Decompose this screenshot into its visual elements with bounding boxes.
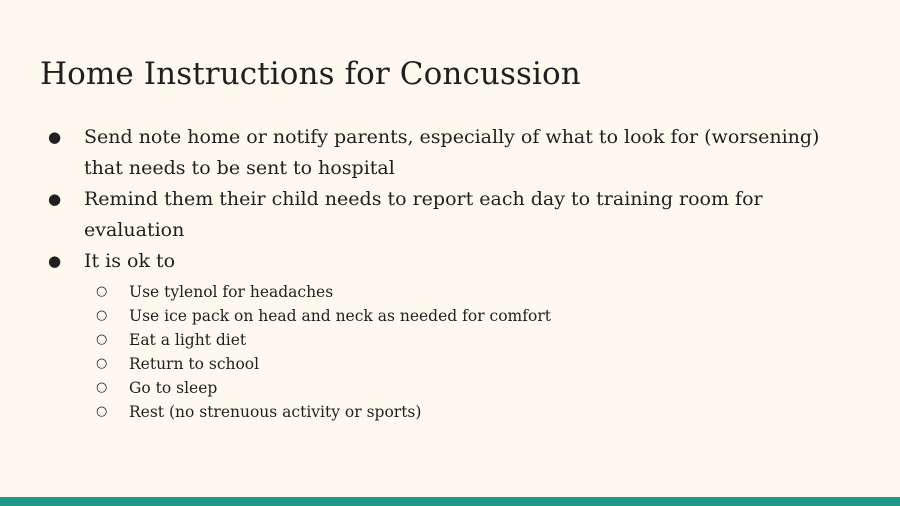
hollow-circle-icon: ○ — [96, 404, 108, 419]
bullet-item — [48, 246, 848, 277]
bullet-list — [48, 122, 848, 424]
sub-bullet-text: Use tylenol for headaches — [129, 283, 334, 301]
hollow-circle-icon: ○ — [96, 356, 108, 371]
footer-accent-bar — [0, 497, 900, 506]
bullet-dot-icon: ● — [48, 128, 62, 146]
bullet-dot-icon: ● — [48, 252, 62, 270]
sub-bullet-item — [48, 352, 848, 376]
slide-title: Home Instructions for Concussion — [40, 56, 581, 92]
hollow-circle-icon: ○ — [96, 308, 108, 323]
sub-bullet-text: Rest (no strenuous activity or sports) — [129, 403, 422, 421]
sub-bullet-list — [48, 280, 848, 424]
hollow-circle-icon: ○ — [96, 380, 108, 395]
sub-bullet-text: Return to school — [129, 355, 260, 373]
hollow-circle-icon: ○ — [96, 284, 108, 299]
sub-bullet-item — [48, 304, 848, 328]
sub-bullet-text: Go to sleep — [129, 379, 218, 397]
sub-bullet-item — [48, 376, 848, 400]
bullet-dot-icon: ● — [48, 190, 62, 208]
sub-bullet-text: Eat a light diet — [129, 331, 247, 349]
bullet-item — [48, 184, 848, 246]
bullet-item — [48, 122, 848, 184]
sub-bullet-text: Use ice pack on head and neck as needed for comfort — [129, 307, 551, 325]
bullet-text: It is ok to — [84, 250, 176, 272]
bullet-text: Send note home or notify parents, especially of what to look for (worsening) that needs to be sent to hospital — [84, 126, 820, 179]
hollow-circle-icon: ○ — [96, 332, 108, 347]
sub-bullet-item — [48, 400, 848, 424]
sub-bullet-item — [48, 328, 848, 352]
bullet-text: Remind them their child needs to report each day to training room for evaluation — [84, 188, 763, 241]
sub-bullet-item — [48, 280, 848, 304]
